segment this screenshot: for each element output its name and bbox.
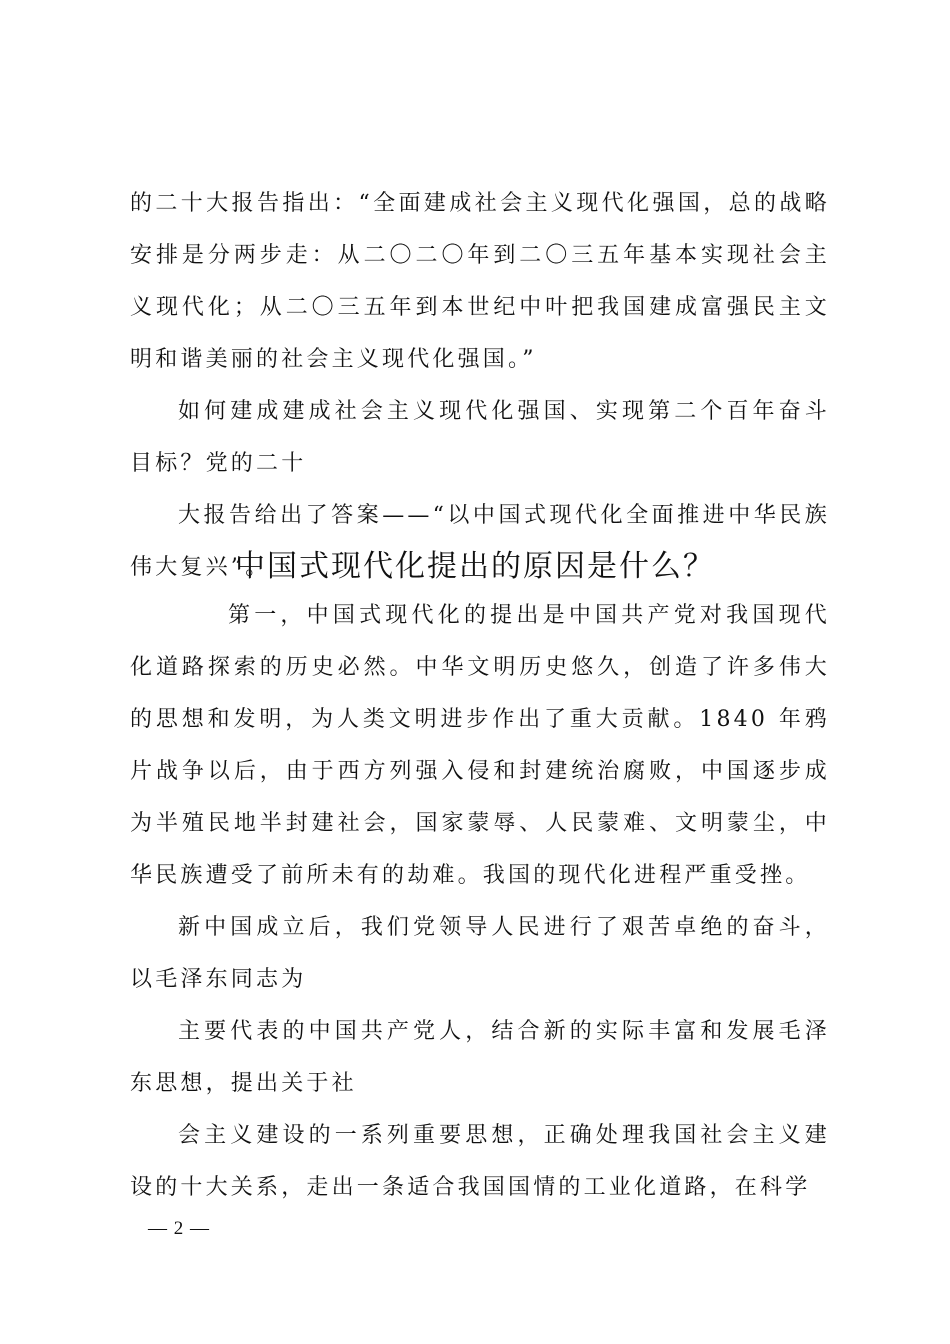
page-number: — 2 — (148, 1218, 210, 1239)
paragraph-representatives: 主要代表的中国共产党人，结合新的实际丰富和发展毛泽东思想，提出关于社 (130, 1019, 830, 1096)
paragraph-question: 如何建成建成社会主义现代化强国、实现第二个百年奋斗目标？党的二十 (130, 399, 830, 476)
paragraph-first-reason: 第一，中国式现代化的提出是中国共产党对我国现代化道路探索的历史必然。中华文明历史悠久，创造了许多伟大的思想和发明，为人类文明进步作出了重大贡献。1840 年鸦片战争以后，由于西方列强入侵和封建统治腐败，中国逐步成为半殖民地半封建社会，国家蒙辱、人民蒙难、文明蒙尘，中华民族遭受了前所未有的劫难。我国的现代化进程严重受挫。 (130, 603, 830, 888)
text-block-bottom (130, 590, 830, 1214)
text-block-top (130, 178, 830, 594)
paragraph-answer: 大报告给出了答案——“以中国式现代化全面推进中华民族伟大复兴”。 (130, 503, 830, 580)
paragraph-report-quote: 的二十大报告指出：“全面建成社会主义现代化强国，总的战略安排是分两步走：从二〇二〇年到二〇三五年基本实现社会主义现代化；从二〇三五年到本世纪中叶把我国建成富强民主文明和谐美丽的社会主义现代化强国。” (130, 191, 830, 372)
paragraph-socialist-construction: 会主义建设的一系列重要思想，正确处理我国社会主义建设的十大关系，走出一条适合我国国情的工业化道路，在科学 (130, 1123, 830, 1200)
section-heading: 中国式现代化提出的原因是什么？ (235, 549, 715, 584)
paragraph-new-china: 新中国成立后，我们党领导人民进行了艰苦卓绝的奋斗，以毛泽东同志为 (130, 915, 830, 992)
